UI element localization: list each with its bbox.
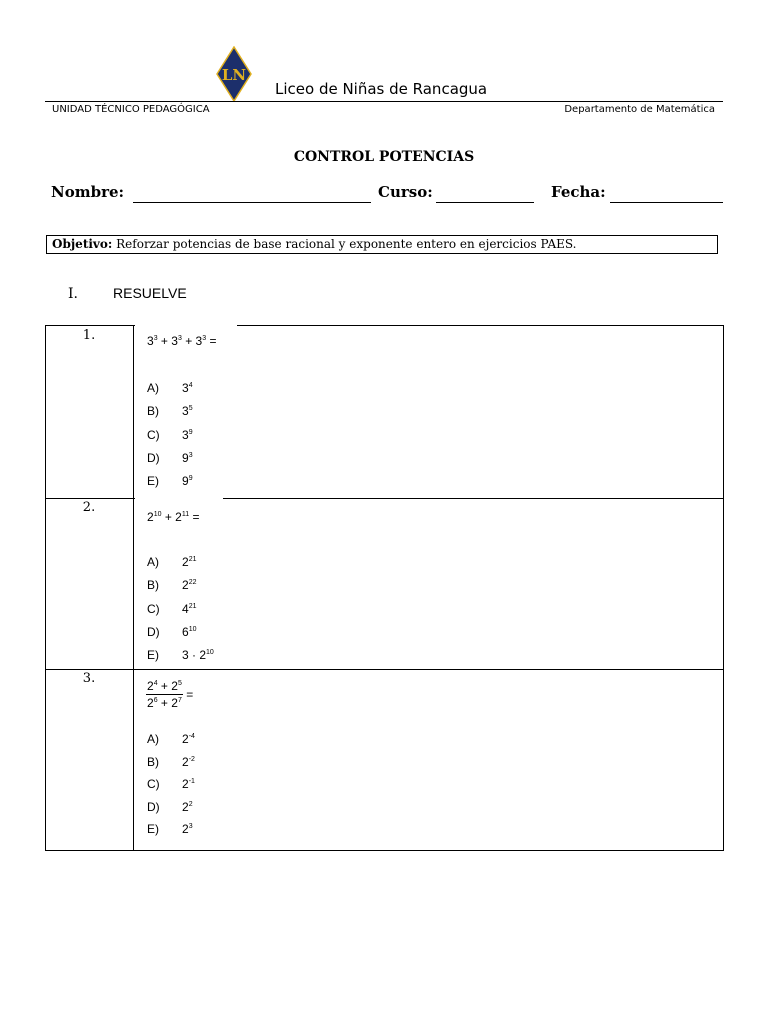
page-title: CONTROL POTENCIAS: [293, 149, 475, 165]
answer-option[interactable]: C) $4^{21}$: [147, 602, 197, 616]
answer-option[interactable]: E) $3 \cdot 2^{10}$: [147, 648, 214, 662]
question-number: 1.: [82, 328, 96, 343]
date-field[interactable]: [610, 202, 723, 203]
course-label: Curso:: [378, 183, 433, 201]
question-3-expression: $\frac{2^4 + 2^5}{2^6 + 2^7}$ =: [147, 679, 194, 710]
answer-option[interactable]: D) $2^2$: [147, 800, 193, 814]
section-number: I.: [68, 286, 78, 302]
answer-option[interactable]: C) $3^9$: [147, 428, 193, 442]
answer-option[interactable]: A) $2^{21}$: [147, 555, 197, 569]
answer-option[interactable]: D) $6^{10}$: [147, 625, 197, 639]
name-label: Nombre:: [51, 183, 125, 201]
fraction-denominator: $2^6 + 2^7$: [147, 696, 182, 710]
question-2-expression: $2^{10} + 2^{11}$ =: [147, 510, 200, 524]
unit-label: UNIDAD TÉCNICO PEDAGÓGICA: [52, 104, 210, 115]
answer-option[interactable]: A) $2^{-4}$: [147, 732, 195, 746]
section-heading: [68, 285, 187, 302]
border-gap: [135, 324, 237, 327]
answer-option[interactable]: E) $2^3$: [147, 822, 193, 836]
fraction-numerator: $2^4 + 2^5$: [147, 679, 182, 693]
course-field[interactable]: [436, 202, 534, 203]
date-label: Fecha:: [551, 183, 606, 201]
question-1-expression: $3^3 + 3^3 + 3^3$ =: [147, 334, 217, 348]
border-gap: [135, 497, 223, 500]
name-field[interactable]: [133, 202, 371, 203]
header-divider: [45, 101, 723, 102]
answer-option[interactable]: B) $2^{-2}$: [147, 755, 195, 769]
section-title: RESUELVE: [113, 285, 187, 301]
school-name: Liceo de Niñas de Rancagua: [275, 80, 488, 98]
question-number: 2.: [82, 500, 96, 515]
row-divider: [45, 669, 724, 670]
answer-option[interactable]: C) $2^{-1}$: [147, 777, 195, 791]
answer-option[interactable]: E) $9^9$: [147, 474, 193, 488]
logo-letters: LN: [221, 66, 247, 84]
table-column-divider: [133, 325, 134, 850]
answer-option[interactable]: D) $9^3$: [147, 451, 193, 465]
school-logo: [216, 46, 252, 102]
answer-option[interactable]: B) $3^5$: [147, 404, 193, 418]
answer-option[interactable]: A) $3^4$: [147, 381, 193, 395]
objective-label: Objetivo:: [52, 237, 113, 251]
department-label: Departamento de Matemática: [564, 104, 715, 115]
objective-text: Reforzar potencias de base racional y exponente entero en ejercicios PAES.: [112, 237, 577, 251]
fraction: [146, 679, 183, 710]
question-number: 3.: [82, 671, 96, 686]
objective-box: [46, 235, 718, 254]
answer-option[interactable]: B) $2^{22}$: [147, 578, 197, 592]
